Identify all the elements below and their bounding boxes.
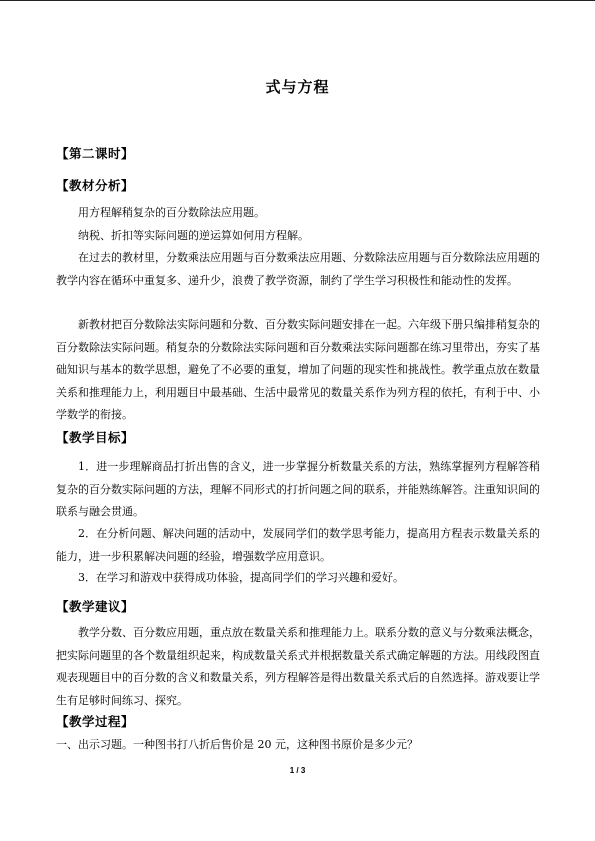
- paragraph: 2．在分析问题、解决问题的活动中，发展同学们的数学思考能力，提高用方程表示数量关系的能力，进一步积累解决问题的经验，增强数学应用意识。: [56, 527, 540, 563]
- paragraph: 3．在学习和游戏中获得成功体验，提高同学们的学习兴趣和爱好。: [78, 571, 404, 584]
- paragraph: 新教材把百分数除法实际问题和分数、百分数实际问题安排在一起。六年级下册只编排稍复杂的百分数除法实际问题。稍复杂的分数除法实际问题和百分数乘法实际问题都在练习里带出，夯实了基础知识与基本的数学思想，避免了不必要的重复，增加了问题的现实性和挑战性。教学重点放在数量关系和推理能力上，利用题目中最基础、生活中最常见的数量关系作为列方程的依托，有利于中、小学数学的衔接。: [56, 318, 540, 422]
- page-title: 式与方程: [265, 78, 330, 96]
- lesson-label: 【第二课时】: [56, 146, 135, 161]
- page-number: 1 / 3: [289, 766, 306, 775]
- section-heading-suggestions: 【教学建议】: [56, 599, 135, 614]
- section-heading-objectives: 【教学目标】: [56, 430, 135, 445]
- header-rule: [0, 0, 595, 1]
- paragraph: 用方程解稍复杂的百分数除法应用题。: [78, 206, 265, 219]
- paragraph: 教学分数、百分数应用题，重点放在数量关系和推理能力上。联系分数的意义与分数乘法概念，把实际问题里的各个数量组织起来，构成数量关系式并根据数量关系式确定解题的方法。用线段图直观表现题目中的百分数的含义和数量关系，列方程解答是得出数量关系式后的自然选择。游戏要让学生有足够时间练习、探究。: [56, 626, 540, 707]
- paragraph: 1．进一步理解商品打折出售的含义，进一步掌握分析数量关系的方法，熟练掌握列方程解答稍复杂的百分数实际问题的方法，理解不同形式的打折问题之间的联系，并能熟练解答。注重知识间的联系与融会贯通。: [56, 460, 540, 519]
- paragraph: 纳税、折扣等实际问题的逆运算如何用方程解。: [78, 229, 309, 242]
- paragraph: 一、出示习题。一种图书打八折后售价是 20 元，这种图书原价是多少元？: [56, 738, 418, 751]
- section-heading-analysis: 【教材分析】: [56, 178, 135, 193]
- paragraph: 在过去的教材里，分数乘法应用题与百分数乘法应用题、分数除法应用题与百分数除法应用题的教学内容在循环中重复多、递升少，浪费了教学资源，制约了学生学习积极性和能动性的发挥。: [56, 251, 540, 287]
- section-heading-process: 【教学过程】: [56, 714, 135, 729]
